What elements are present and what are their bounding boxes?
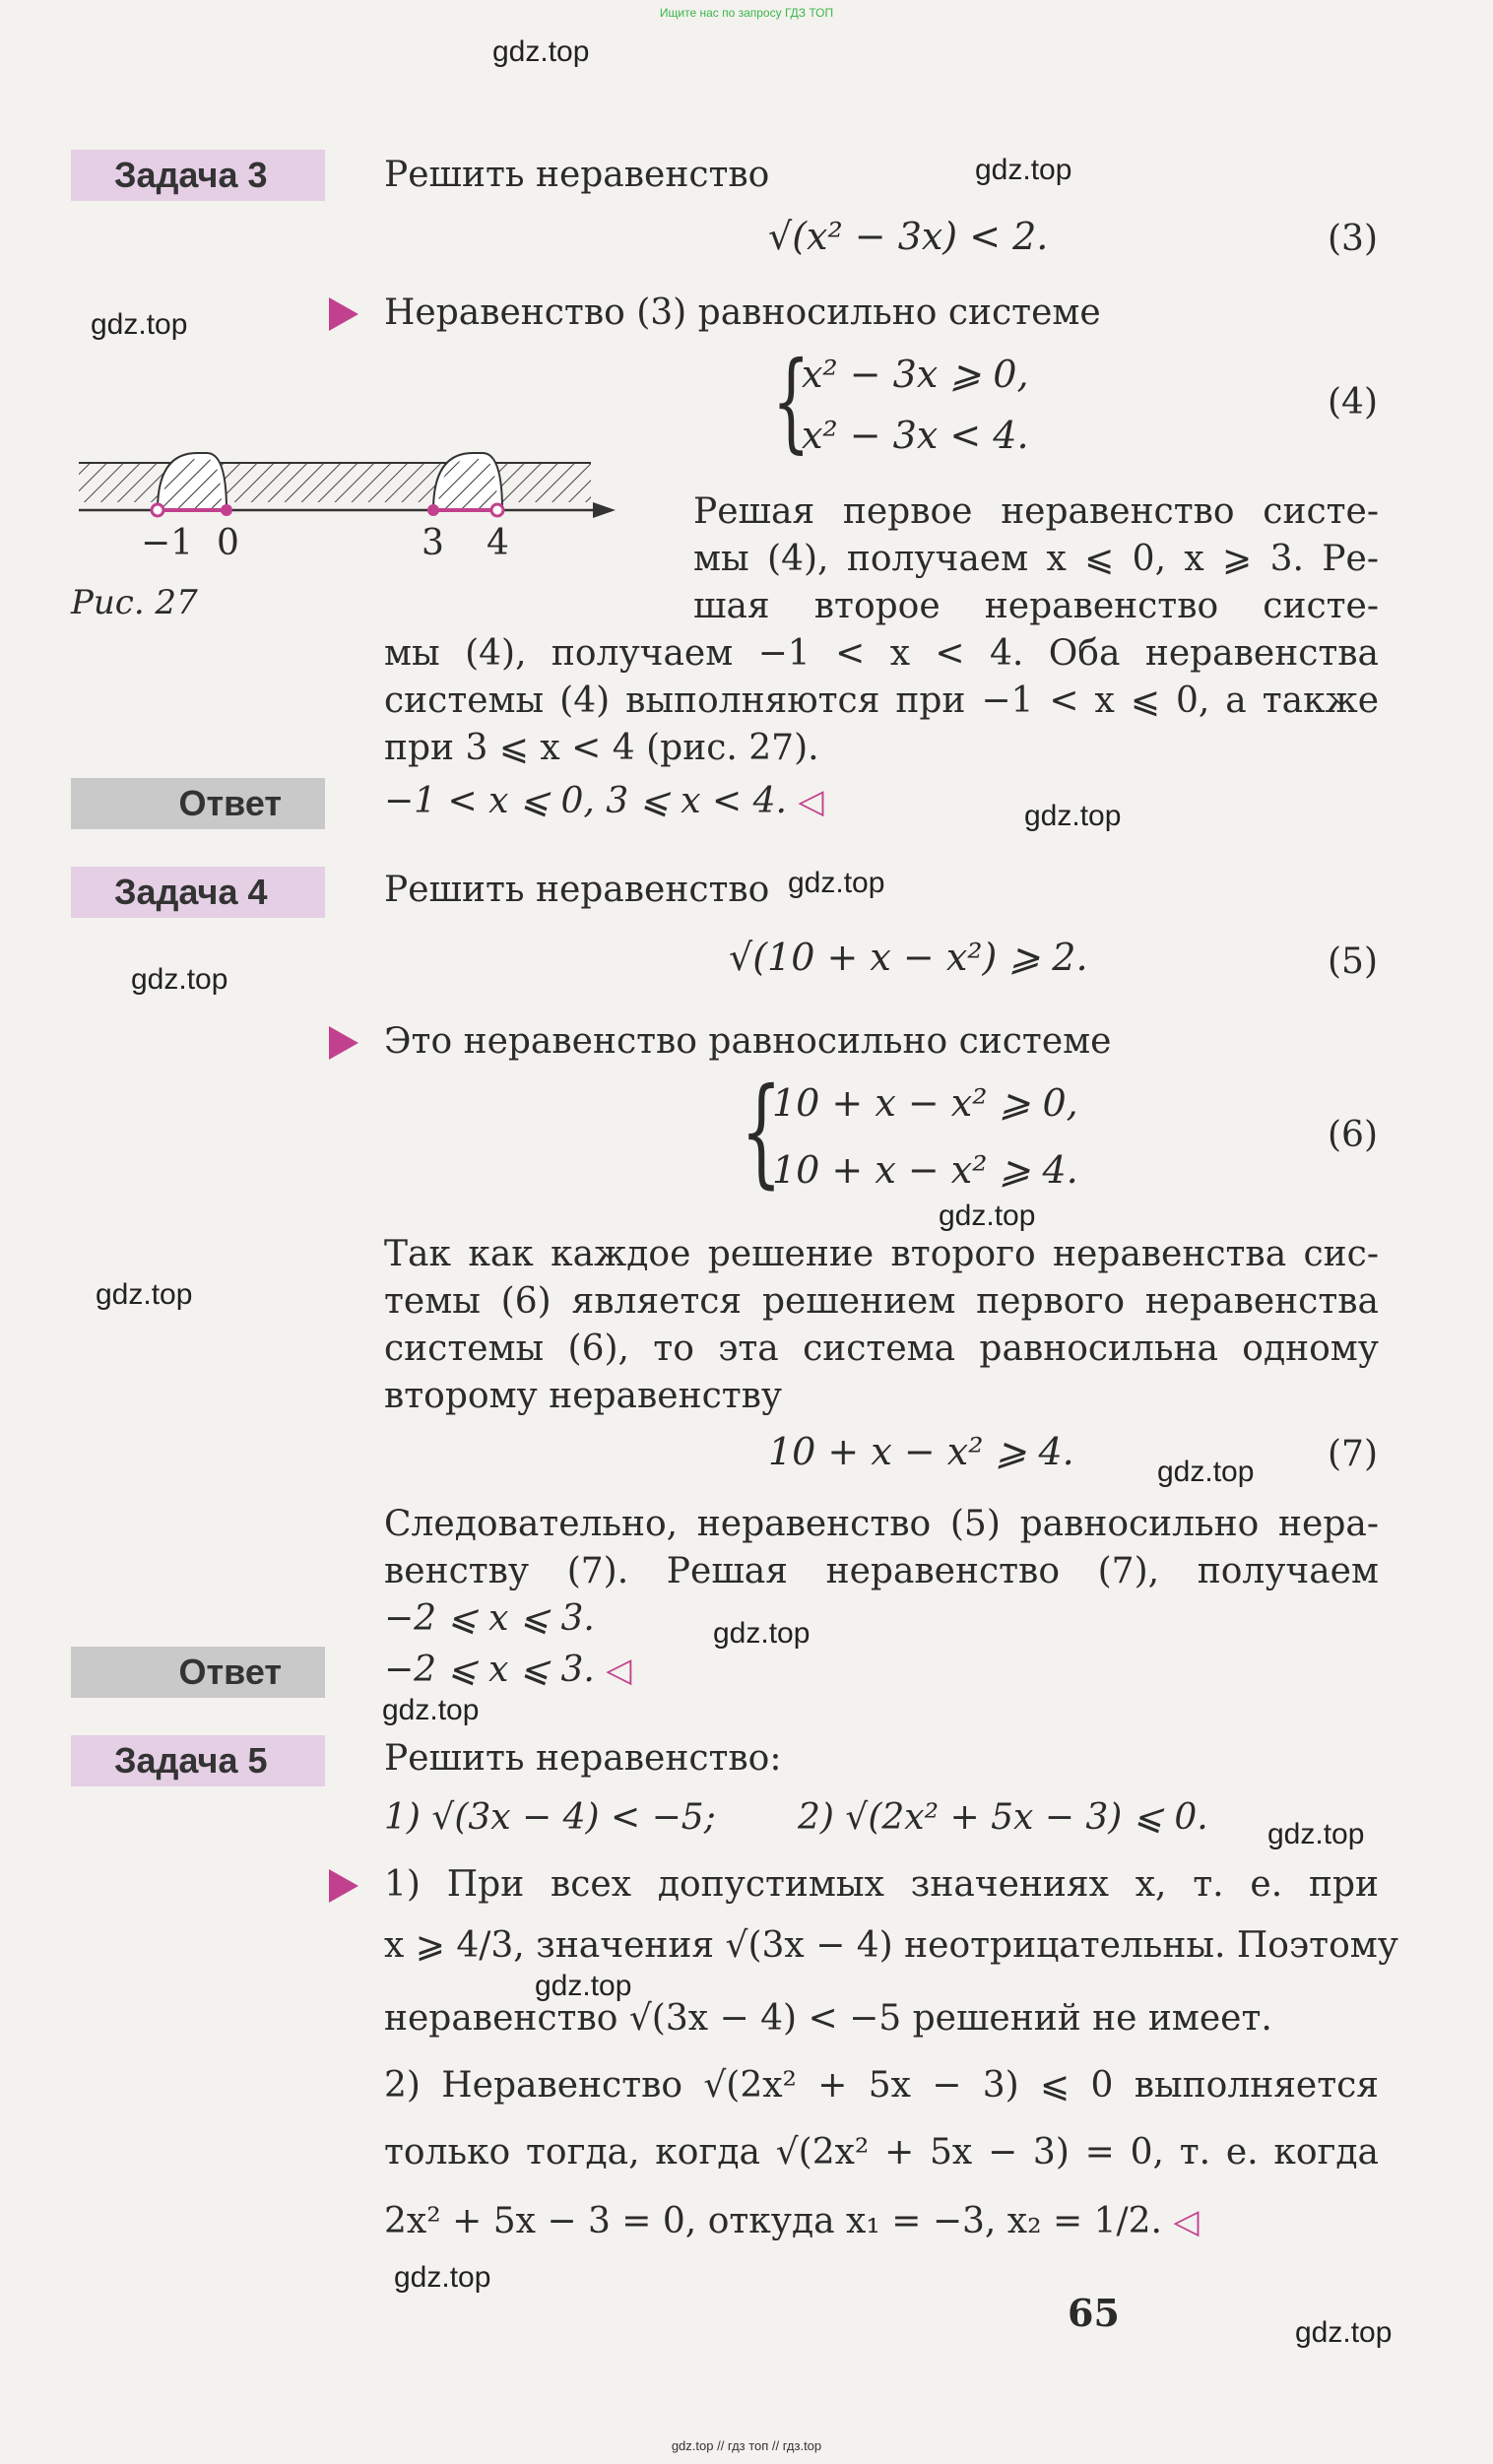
answer-label: Ответ bbox=[71, 778, 325, 829]
text-line: мы (4), получаем −1 < x < 4. Оба неравенства bbox=[384, 633, 1379, 674]
axis-label: −1 bbox=[141, 523, 194, 563]
text-line: второму неравенству bbox=[384, 1376, 783, 1416]
text-line: шая второе неравенство систе- bbox=[693, 586, 1379, 626]
text-line: Решая первое неравенство систе- bbox=[693, 491, 1379, 532]
watermark: gdz.top bbox=[492, 35, 590, 68]
text-line: x ⩾ 4/3, значения √(3x − 4) неотрицательны. Поэтому bbox=[384, 1925, 1398, 1966]
text-line: системы (6), то эта система равносильна одному bbox=[384, 1329, 1379, 1369]
watermark: gdz.top bbox=[1295, 2316, 1393, 2349]
watermark: gdz.top bbox=[1024, 800, 1122, 832]
text-line: −2 ⩽ x ⩽ 3. bbox=[384, 1598, 595, 1639]
top-note: Ищите нас по запросу ГДЗ ТОП bbox=[659, 6, 834, 20]
bottom-note: gdz.top // гдз топ // гдз.top bbox=[671, 2438, 822, 2453]
page-number: 65 bbox=[1068, 2291, 1120, 2335]
system-line: x² − 3x ⩾ 0, bbox=[802, 353, 1029, 396]
eq-number: (7) bbox=[1328, 1434, 1378, 1474]
brace: { bbox=[772, 338, 811, 464]
task3-intro: Неравенство (3) равносильно системе bbox=[384, 292, 1101, 333]
text-line: при 3 ⩽ x < 4 (рис. 27). bbox=[384, 728, 819, 768]
task3-label: Задача 3 bbox=[71, 150, 325, 201]
task5-part2: 2) √(2x² + 5x − 3) ⩽ 0. bbox=[798, 1797, 1208, 1838]
watermark: gdz.top bbox=[1267, 1818, 1365, 1850]
task3-inequality: √(x² − 3x) < 2. bbox=[768, 215, 1049, 258]
solution-marker bbox=[329, 1026, 358, 1060]
task4-answer: −2 ⩽ x ⩽ 3. ◁ bbox=[384, 1650, 632, 1690]
watermark: gdz.top bbox=[1157, 1456, 1255, 1488]
text-line: 2) Неравенство √(2x² + 5x − 3) ⩽ 0 выполняется bbox=[384, 2065, 1379, 2106]
watermark: gdz.top bbox=[382, 1694, 480, 1726]
axis-label: 3 bbox=[422, 523, 444, 563]
inequality-7: 10 + x − x² ⩾ 4. bbox=[768, 1430, 1074, 1473]
text-line: 1) При всех допустимых значениях x, т. е. при bbox=[384, 1864, 1379, 1905]
text-line: мы (4), получаем x ⩽ 0, x ⩾ 3. Ре- bbox=[693, 539, 1379, 579]
task4-statement: Решить неравенство bbox=[384, 870, 770, 910]
task5-part1: 1) √(3x − 4) < −5; bbox=[384, 1797, 716, 1838]
end-marker-icon: ◁ bbox=[606, 1651, 632, 1690]
text-line: только тогда, когда √(2x² + 5x − 3) = 0, т. е. когда bbox=[384, 2132, 1379, 2172]
solution-marker bbox=[329, 297, 358, 331]
answer-label: Ответ bbox=[71, 1647, 325, 1698]
task4-intro: Это неравенство равносильно системе bbox=[384, 1021, 1112, 1062]
text-line: темы (6) является решением первого неравенства bbox=[384, 1281, 1379, 1322]
watermark: gdz.top bbox=[939, 1200, 1036, 1232]
task3-answer: −1 < x ⩽ 0, 3 ⩽ x < 4. ◁ bbox=[384, 781, 824, 821]
text-line: Следовательно, неравенство (5) равносильно нера- bbox=[384, 1504, 1379, 1544]
solution-marker bbox=[329, 1869, 358, 1903]
eq-number: (4) bbox=[1328, 382, 1378, 422]
watermark: gdz.top bbox=[394, 2261, 491, 2294]
system-line: 10 + x − x² ⩾ 0, bbox=[772, 1081, 1078, 1125]
brace: { bbox=[741, 1064, 782, 1200]
watermark: gdz.top bbox=[96, 1278, 193, 1311]
figure-caption: Рис. 27 bbox=[71, 583, 198, 622]
text-line: системы (4) выполняются при −1 < x ⩽ 0, а также bbox=[384, 681, 1379, 721]
text-line: Так как каждое решение второго неравенства сис- bbox=[384, 1234, 1379, 1274]
watermark: gdz.top bbox=[713, 1617, 811, 1650]
eq-number: (5) bbox=[1328, 941, 1378, 982]
text-line: неравенство √(3x − 4) < −5 решений не имеет. bbox=[384, 1998, 1272, 2039]
end-marker-icon: ◁ bbox=[798, 782, 824, 821]
text-line: венству (7). Решая неравенство (7), получаем bbox=[384, 1551, 1379, 1591]
axis-label: 4 bbox=[487, 523, 509, 563]
task5-label: Задача 5 bbox=[71, 1735, 325, 1786]
watermark: gdz.top bbox=[131, 963, 228, 996]
watermark: gdz.top bbox=[788, 867, 885, 899]
task4-inequality: √(10 + x − x²) ⩾ 2. bbox=[729, 936, 1088, 979]
task3-statement: Решить неравенство bbox=[384, 155, 770, 195]
eq-number: (3) bbox=[1328, 219, 1378, 259]
watermark: gdz.top bbox=[975, 154, 1072, 186]
text-line: 2x² + 5x − 3 = 0, откуда x₁ = −3, x₂ = 1/2. ◁ bbox=[384, 2201, 1200, 2241]
watermark: gdz.top bbox=[535, 1970, 632, 2002]
system-line: x² − 3x < 4. bbox=[802, 414, 1029, 457]
eq-number: (6) bbox=[1328, 1115, 1378, 1155]
task5-statement: Решить неравенство: bbox=[384, 1738, 782, 1779]
watermark: gdz.top bbox=[91, 308, 188, 341]
system-line: 10 + x − x² ⩾ 4. bbox=[772, 1148, 1078, 1192]
end-marker-icon: ◁ bbox=[1173, 2202, 1200, 2241]
axis-label: 0 bbox=[217, 523, 239, 563]
task4-label: Задача 4 bbox=[71, 867, 325, 918]
